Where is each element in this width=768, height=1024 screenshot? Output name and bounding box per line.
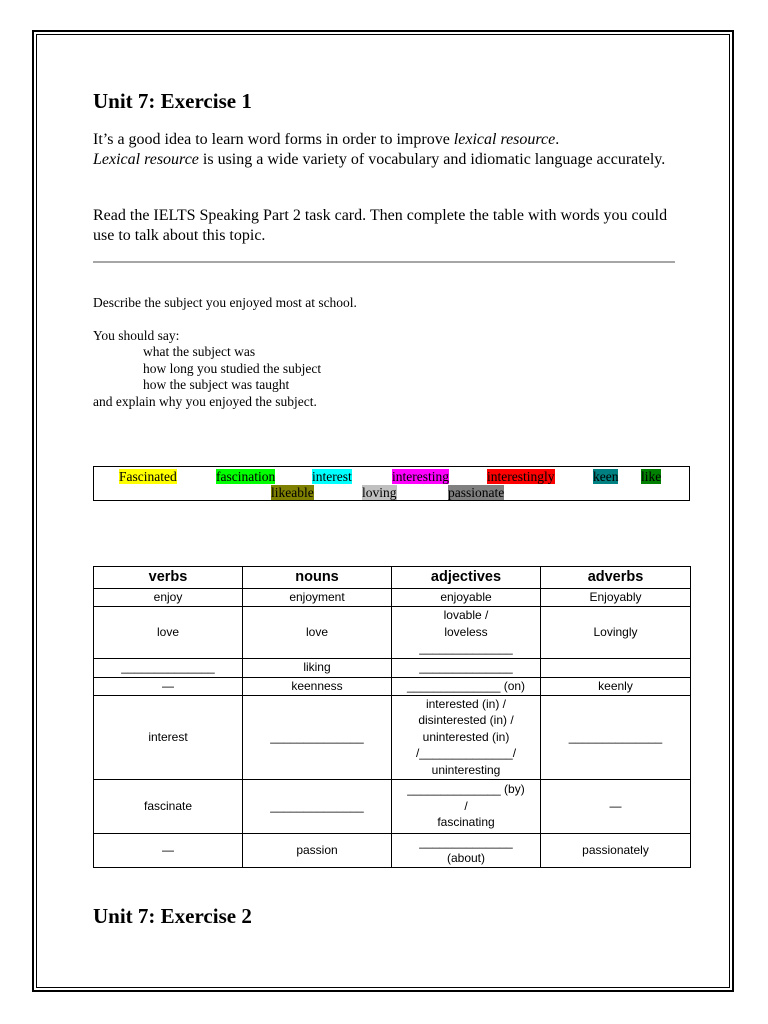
table-cell-verb: ______________ <box>94 658 243 677</box>
table-body <box>94 589 691 868</box>
task-point: how long you studied the subject <box>143 360 322 376</box>
intro-italic-2: Lexical resource <box>93 151 199 168</box>
header-verbs: verbs <box>94 567 243 589</box>
table-cell-verb: fascinate <box>94 779 243 833</box>
table-row <box>94 606 691 658</box>
header-adjectives: adjectives <box>392 567 541 589</box>
word-forms-table <box>93 566 691 868</box>
table-cell-adjective: ______________ (about) <box>392 833 541 867</box>
table-cell-adverb: passionately <box>541 833 691 867</box>
instruction-paragraph <box>93 206 683 246</box>
task-closing: and explain why you enjoyed the subject. <box>93 393 317 409</box>
header-nouns: nouns <box>243 567 392 589</box>
task-say-label: You should say: <box>93 327 180 343</box>
word-bank-item: interesting <box>392 469 449 484</box>
table-row <box>94 695 691 779</box>
table-row <box>94 589 691 607</box>
table-cell-verb: love <box>94 606 243 658</box>
table-cell-adjective: ______________ (on) <box>392 677 541 695</box>
table-row <box>94 779 691 833</box>
table-cell-noun: ______________ <box>243 695 392 779</box>
word-bank-item: interestingly <box>487 469 555 484</box>
table-header-row <box>94 567 691 589</box>
table-cell-adjective: interested (in) / disinterested (in) / uninterested (in) /______________/ uninteresting <box>392 695 541 779</box>
table-cell-adjective: lovable / loveless ______________ <box>392 606 541 658</box>
table-cell-verb: — <box>94 677 243 695</box>
table-row <box>94 833 691 867</box>
intro-text-1: It’s a good idea to learn word forms in order to improve <box>93 131 454 148</box>
word-bank-item: Fascinated <box>119 469 177 484</box>
header-adverbs: adverbs <box>541 567 691 589</box>
word-bank <box>93 466 690 501</box>
table-cell-adverb: Enjoyably <box>541 589 691 607</box>
word-bank-item: like <box>641 469 662 484</box>
table-cell-adverb <box>541 658 691 677</box>
intro-text-2: . <box>555 131 560 148</box>
intro-text-3: is using a wide variety of vocabulary and idiomatic language accurately. <box>198 151 666 168</box>
table-cell-noun: ______________ <box>243 779 392 833</box>
exercise-1-title: Unit 7: Exercise 1 <box>93 89 252 113</box>
table-cell-noun: love <box>243 606 392 658</box>
task-card <box>93 295 593 410</box>
instruction-text: Read the IELTS Speaking Part 2 task card. Then complete the table with words you could use to talk about this topic. <box>93 207 668 244</box>
task-point: how the subject was taught <box>143 377 290 392</box>
word-bank-item: interest <box>312 469 352 484</box>
table-cell-verb: — <box>94 833 243 867</box>
table-cell-adjective: ______________ <box>392 658 541 677</box>
intro-paragraph <box>93 130 683 170</box>
exercise-2-title: Unit 7: Exercise 2 <box>93 904 252 928</box>
table-cell-adverb: keenly <box>541 677 691 695</box>
task-point: what the subject was <box>143 344 256 359</box>
word-bank-item: passionate <box>448 485 505 500</box>
word-bank-item: keen <box>593 469 619 484</box>
table-row <box>94 677 691 695</box>
table-cell-adverb: Lovingly <box>541 606 691 658</box>
table-cell-noun: enjoyment <box>243 589 392 607</box>
word-bank-item: fascination <box>216 469 276 484</box>
table-cell-noun: keenness <box>243 677 392 695</box>
divider-line <box>93 261 675 263</box>
table-cell-adjective: ______________ (by) / fascinating <box>392 779 541 833</box>
word-bank-item: loving <box>362 485 397 500</box>
intro-italic-1: lexical resource <box>453 131 556 148</box>
task-prompt: Describe the subject you enjoyed most at school. <box>93 295 357 310</box>
table-cell-noun: passion <box>243 833 392 867</box>
table-cell-adverb: ______________ <box>541 695 691 779</box>
word-bank-item: likeable <box>271 485 314 500</box>
table-cell-verb: enjoy <box>94 589 243 607</box>
table-cell-adjective: enjoyable <box>392 589 541 607</box>
table-cell-noun: liking <box>243 658 392 677</box>
table-cell-adverb: — <box>541 779 691 833</box>
table-cell-verb: interest <box>94 695 243 779</box>
table-row <box>94 658 691 677</box>
